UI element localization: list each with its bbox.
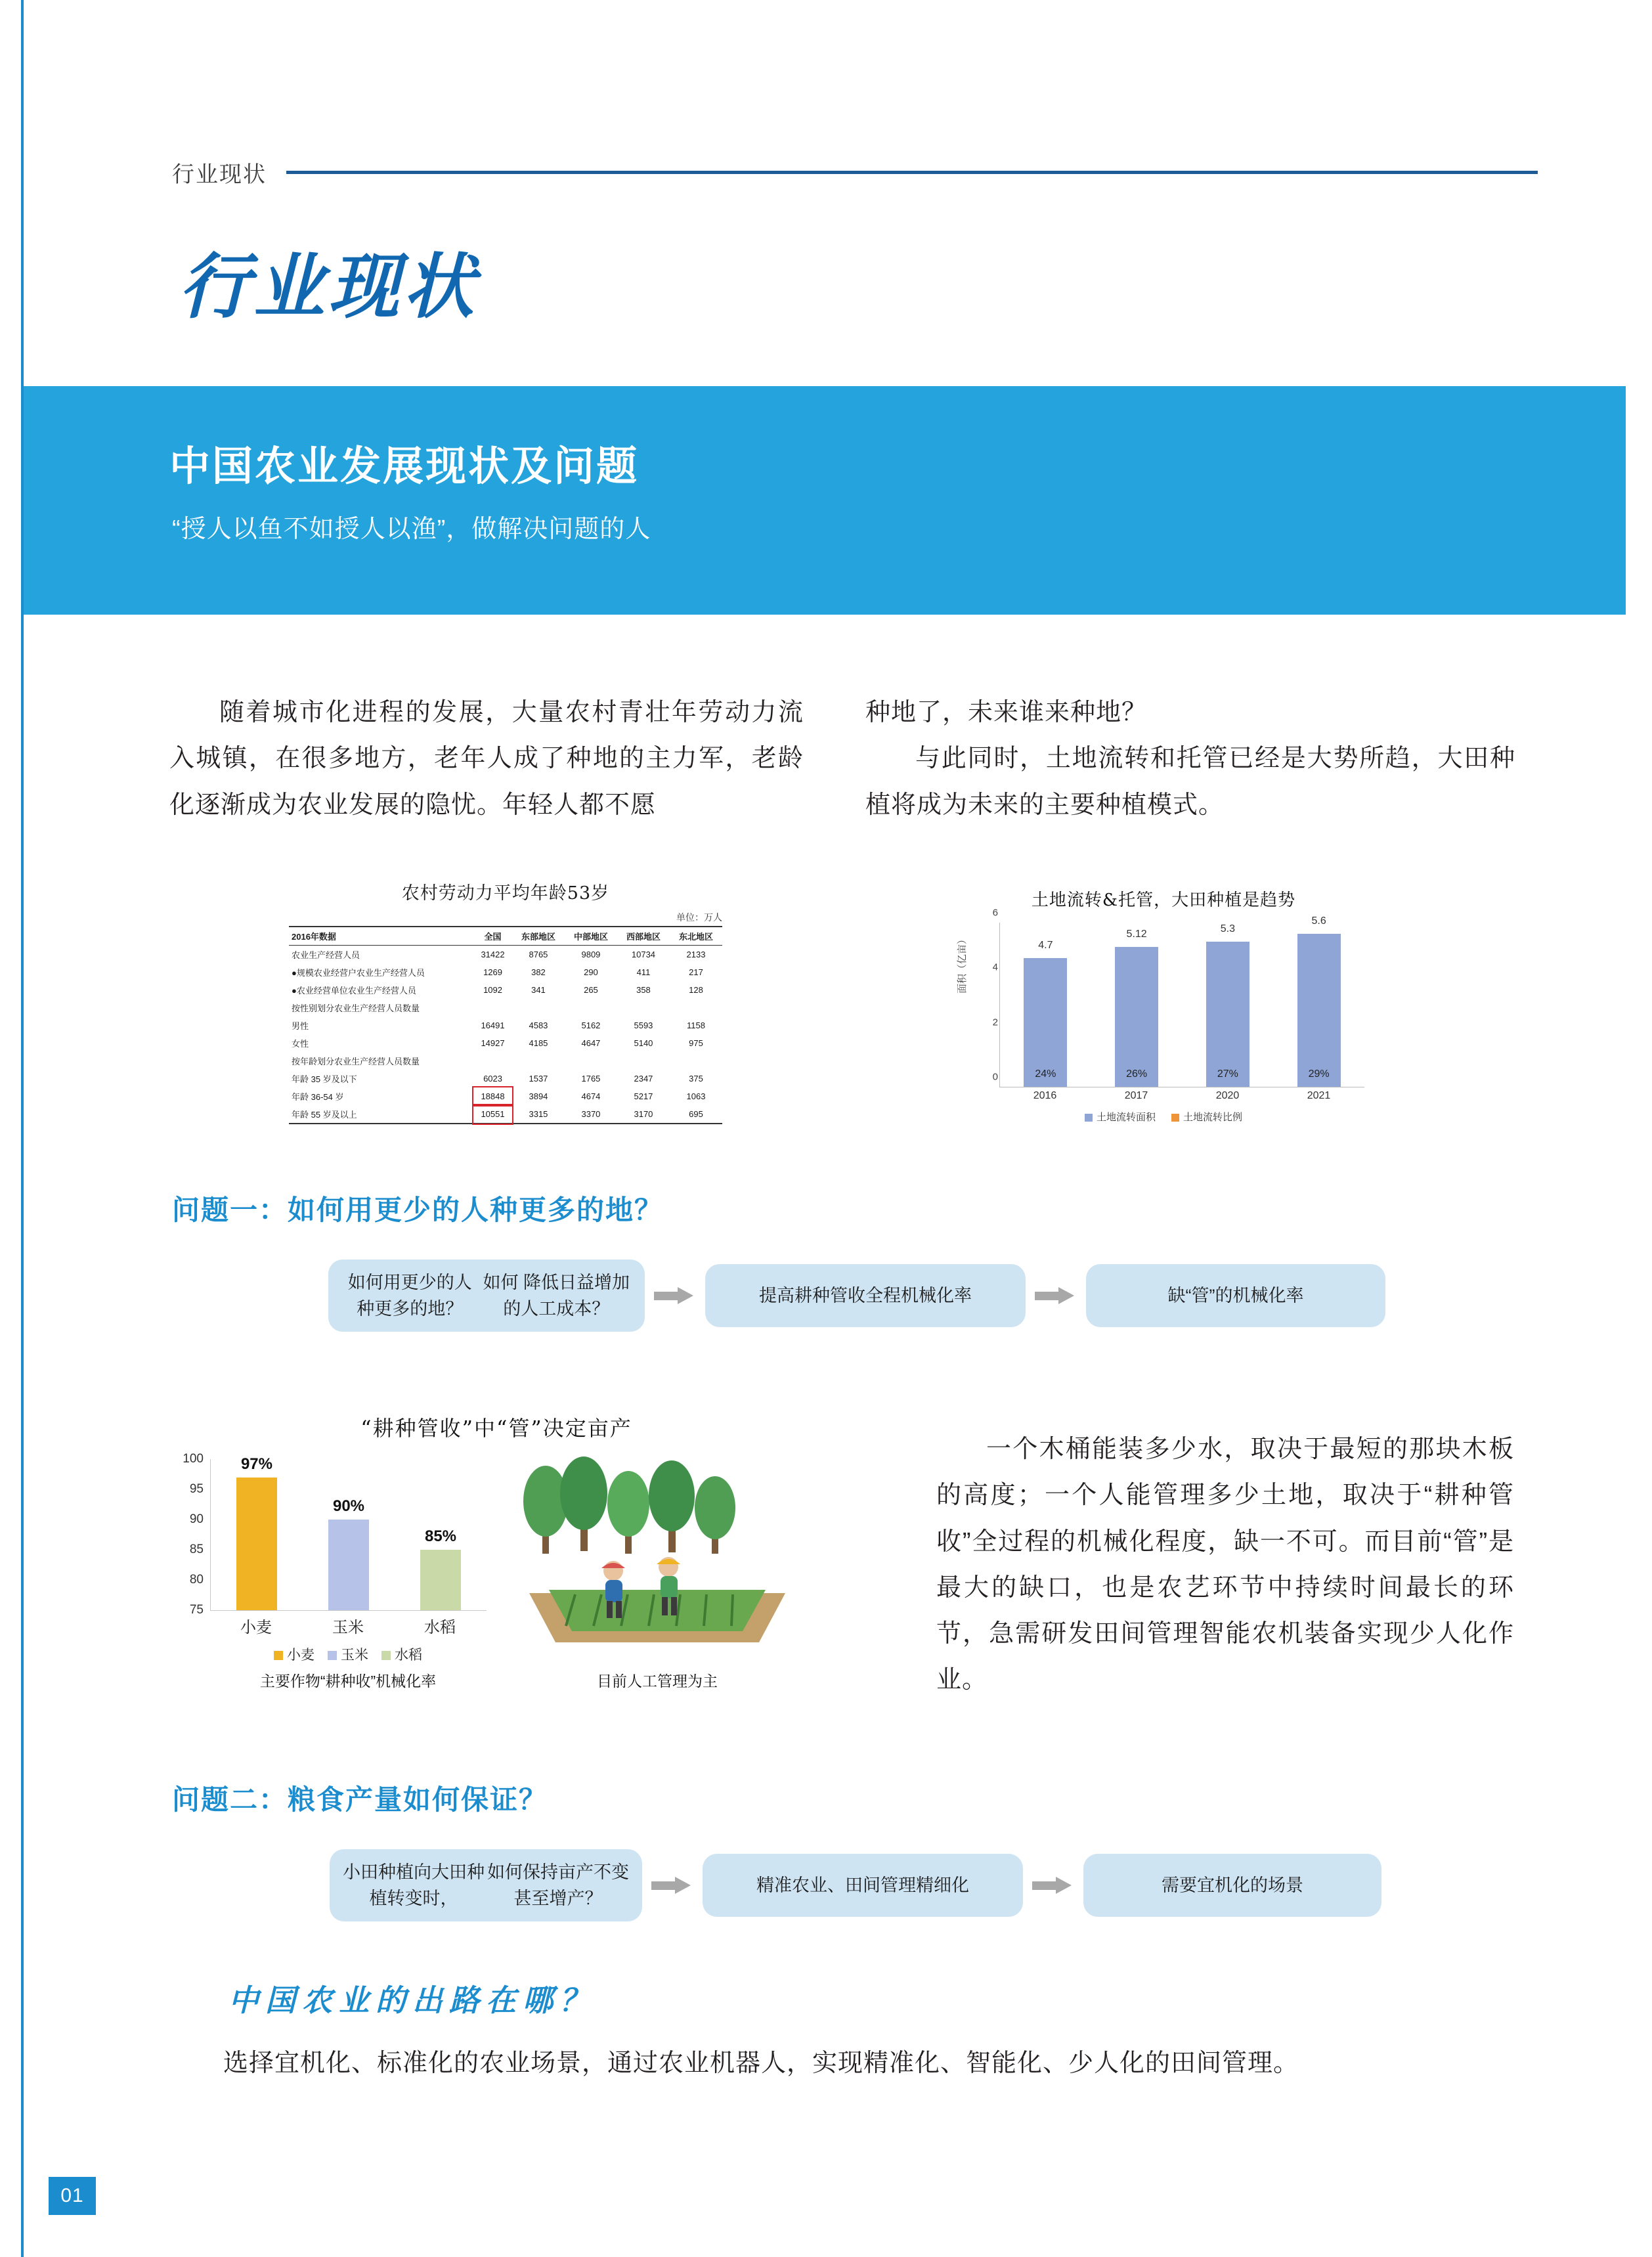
table-cell-value: 10551 [473, 1105, 512, 1124]
table-cell-value: 265 [584, 985, 598, 995]
y-tick-label: 90 [189, 1512, 204, 1526]
flow-step-line: 如何 降低日益增加的人工成本？ [483, 1272, 630, 1319]
page-left-spine [0, 0, 24, 2257]
table-cell-value: 975 [689, 1038, 703, 1048]
table-row [289, 1017, 722, 1034]
table-row [289, 963, 722, 981]
figure-land-transfer-chart [953, 887, 1374, 1149]
table-cell-value: 290 [584, 967, 598, 977]
table-header-cell: 2016年数据 [289, 927, 473, 946]
intro-paragraph-right [865, 690, 1515, 828]
table-cell-value: 6023 [483, 1074, 502, 1084]
bar-value-label: 5.3 [1220, 923, 1235, 935]
y-tick-label: 0 [992, 1071, 998, 1083]
x-tick-label: 水稻 [424, 1619, 456, 1636]
land-chart-legend [953, 1110, 1374, 1124]
x-tick-label: 2017 [1124, 1090, 1148, 1101]
table-cell-value: 128 [689, 985, 703, 995]
land-chart-x-labels [999, 1087, 1364, 1105]
table-cell-value: 1765 [581, 1074, 601, 1084]
arrow-right-icon [1032, 1877, 1074, 1894]
land-chart-y-ticks [981, 907, 998, 1083]
flow-step-line: 小田种植向大田种植转变时， [343, 1862, 485, 1908]
legend-item: 玉米 [328, 1648, 368, 1663]
question-one-flow [328, 1260, 1385, 1332]
bar [1115, 928, 1158, 1087]
table-cell-value: 1063 [686, 1091, 706, 1101]
x-tick-label: 2016 [1033, 1090, 1057, 1101]
table-cell-label: 年龄 55 岁及以上 [289, 1105, 473, 1124]
land-chart-plot [999, 915, 1364, 1087]
table-cell-value: 5162 [581, 1020, 601, 1030]
running-head-label: 行业现状 [172, 162, 267, 187]
table-cell-value: 375 [689, 1074, 703, 1084]
table-cell-value: 217 [689, 967, 703, 977]
table-cell-value: 4583 [529, 1020, 548, 1030]
y-tick-label: 4 [992, 961, 998, 973]
bar [328, 1497, 369, 1610]
table-cell-value: 4674 [581, 1091, 601, 1101]
page-title: 行业现状 [179, 247, 479, 326]
table-cell-label: 按年龄划分农业生产经营人员数量 [292, 1057, 420, 1066]
figure-table-unit: 单位：万人 [676, 912, 722, 923]
table-cell-value [473, 1052, 512, 1070]
question-two-heading: 问题二：粮食产量如何保证？ [172, 1784, 548, 1815]
table-cell-label: ●农业经营单位农业生产经营人员 [292, 986, 416, 996]
y-tick-label: 100 [183, 1452, 204, 1466]
table-cell-value: 382 [531, 967, 546, 977]
flow-step-line: 如何用更少的人种更多的地？ [347, 1272, 472, 1319]
running-head-rule [286, 171, 1538, 174]
table-cell-value: 5140 [634, 1038, 653, 1048]
table-cell-label: 按性别划分农业生产经营人员数量 [292, 1003, 420, 1013]
table-header-row [289, 927, 722, 946]
flow1-step-1 [328, 1260, 645, 1332]
bar-percent-label: 29% [1308, 1068, 1330, 1080]
table-row [289, 946, 722, 964]
flow2-step-2: 精准农业、田间管理精细化 [703, 1854, 1023, 1917]
table-cell-value [512, 999, 565, 1017]
mech-chart-title: “耕种管收”中“管”决定亩产 [360, 1416, 632, 1441]
table-cell-value: 1269 [483, 967, 502, 977]
table-header-cell: 西部地区 [617, 927, 670, 946]
intro-left-text: 随着城市化进程的发展，大量农村青壮年劳动力流入城镇，在很多地方，老年人成了种地的主力军，老龄化逐渐成为农业发展的隐忧。年轻人都不愿 [169, 699, 804, 819]
table-cell-value [565, 1052, 617, 1070]
bar-value-label: 97% [240, 1455, 272, 1473]
land-chart-title: 土地流转&托管，大田种植是趋势 [1031, 890, 1296, 910]
table-cell-value: 8765 [529, 950, 548, 959]
table-row [289, 999, 722, 1017]
table-row [289, 1070, 722, 1087]
table-cell-value [617, 999, 670, 1017]
table-cell-value [617, 1052, 670, 1070]
flow2-step-3: 需要宜机化的场景 [1083, 1854, 1381, 1917]
table-cell-label: 年龄 35 岁及以下 [292, 1074, 357, 1084]
table-cell-label: 女性 [292, 1039, 309, 1049]
closing-text: 选择宜机化、标准化的农业场景，通过农业机器人，实现精准化、智能化、少人化的田间管理。 [223, 2049, 1299, 2077]
closing-title: 中国农业的出路在哪？ [228, 1983, 596, 2018]
banner-subtitle: “授人以鱼不如授人以渔”，做解决问题的人 [172, 515, 651, 543]
bar-value-label: 5.6 [1311, 915, 1326, 927]
intro-paragraph-left [169, 690, 804, 828]
bar-value-label: 5.12 [1126, 928, 1147, 940]
bar [236, 1455, 277, 1610]
land-chart-y-axis-label: 面积（亿亩） [957, 934, 968, 994]
bar [1297, 915, 1341, 1087]
table-cell-value: 16491 [481, 1020, 505, 1030]
table-cell-value: 9809 [581, 950, 601, 959]
mech-chart-x-labels [210, 1614, 486, 1634]
intro-right-text-1: 种地了，未来谁来种地？ [865, 699, 1148, 726]
mech-chart-legend [210, 1644, 486, 1664]
mech-chart-plot [210, 1455, 487, 1611]
arrow-right-icon [1035, 1287, 1077, 1304]
bar-percent-label: 27% [1217, 1068, 1238, 1080]
y-tick-label: 6 [992, 907, 998, 919]
table-cell-value: 358 [636, 985, 651, 995]
table-cell-value: 3170 [617, 1105, 670, 1124]
mech-text-paragraph: 一个木桶能装多少水，取决于最短的那块木板的高度；一个人能管理多少土地，取决于“耕种管收”全过程的机械化程度，缺一不可。而目前“管”是最大的缺口，也是农艺环节中持续时间最长的环节，急需研发田间管理智能农机装备实现少人化作业。 [936, 1435, 1514, 1694]
table-row [289, 1034, 722, 1052]
table-cell-value: 5593 [634, 1020, 653, 1030]
table-cell-value: 341 [531, 985, 546, 995]
bar [1206, 923, 1250, 1087]
table-row [289, 1052, 722, 1070]
table-row [289, 1087, 722, 1105]
bar-percent-label: 26% [1126, 1068, 1148, 1080]
intro-right-text-2: 与此同时，土地流转和托管已经是大势所趋，大田种植将成为未来的主要种植模式。 [865, 745, 1515, 819]
mech-chart-y-ticks [180, 1452, 204, 1617]
mech-chart-caption: 主要作物“耕种收”机械化率 [259, 1673, 437, 1690]
bar [420, 1527, 461, 1610]
arrow-right-icon [654, 1287, 696, 1304]
page-number: 01 [49, 2177, 96, 2215]
table-header-cell: 中部地区 [565, 927, 617, 946]
table-cell-label: ●规模农业经营户农业生产经营人员 [292, 968, 425, 978]
bar-value-label: 90% [332, 1497, 365, 1515]
table-cell-value [565, 999, 617, 1017]
table-cell-value: 3315 [512, 1105, 565, 1124]
y-tick-label: 95 [189, 1482, 204, 1496]
table-cell-label: 农业生产经营人员 [292, 950, 360, 960]
question-two-flow [330, 1849, 1381, 1921]
table-cell-value [512, 1052, 565, 1070]
legend-item: 水稻 [381, 1648, 422, 1663]
flow-step-line: 如何保持亩产不变甚至增产？ [487, 1862, 629, 1908]
field-illustration [503, 1455, 812, 1652]
table-cell-value: 1537 [529, 1074, 548, 1084]
table-cell-value: 2347 [634, 1074, 653, 1084]
table-cell-value [670, 1052, 722, 1070]
table-row [289, 981, 722, 999]
table-header-cell: 全国 [473, 927, 512, 946]
table-cell-value: 695 [670, 1105, 722, 1124]
table-cell-value: 3370 [565, 1105, 617, 1124]
x-tick-label: 2020 [1215, 1090, 1240, 1101]
table-row [289, 1105, 722, 1124]
legend-item: 土地流转面积 [1085, 1112, 1156, 1123]
table-header-cell: 东部地区 [512, 927, 565, 946]
bar-percent-label: 24% [1035, 1068, 1056, 1080]
table-cell-value: 31422 [481, 950, 505, 959]
bar [1024, 940, 1067, 1087]
figure-rural-labor-table [289, 879, 722, 1124]
table-cell-value: 2133 [686, 950, 706, 959]
flow1-step-2: 提高耕种管收全程机械化率 [705, 1264, 1026, 1327]
illustration-caption: 目前人工管理为主 [597, 1673, 718, 1690]
table-cell-value: 5217 [634, 1091, 653, 1101]
table-cell-value: 4185 [529, 1038, 548, 1048]
table-cell-value: 1158 [686, 1020, 705, 1030]
table-cell-value: 411 [636, 967, 651, 977]
flow2-step-1 [330, 1849, 642, 1921]
flow1-step-3: 缺“管”的机械化率 [1086, 1264, 1385, 1327]
table-cell-value: 10734 [631, 950, 656, 959]
bar-value-label: 4.7 [1038, 940, 1053, 952]
y-tick-label: 85 [189, 1543, 204, 1556]
y-tick-label: 80 [189, 1573, 204, 1587]
figure-table-title: 农村劳动力平均年龄53岁 [401, 883, 610, 904]
table-cell-value: 1092 [483, 985, 502, 995]
table-cell-label: 年龄 36-54 岁 [292, 1092, 344, 1102]
table-cell-value [670, 999, 722, 1017]
legend-item: 小麦 [274, 1648, 315, 1663]
legend-item: 土地流转比例 [1171, 1112, 1242, 1123]
table-cell-value [473, 999, 512, 1017]
figure-mechanization-chart [162, 1412, 831, 1690]
y-tick-label: 2 [992, 1017, 998, 1028]
table-cell-value: 3894 [529, 1091, 548, 1101]
stats-table [289, 926, 722, 1124]
table-cell-label: 男性 [292, 1021, 309, 1031]
mechanization-body-text [936, 1426, 1514, 1703]
table-cell-value: 4647 [581, 1038, 601, 1048]
y-tick-label: 75 [189, 1603, 204, 1617]
bar-value-label: 85% [424, 1527, 457, 1545]
table-cell-value: 14927 [481, 1038, 505, 1048]
x-tick-label: 玉米 [332, 1619, 364, 1636]
running-head [172, 156, 1538, 188]
arrow-right-icon [651, 1877, 693, 1894]
x-tick-label: 小麦 [240, 1619, 272, 1636]
question-one-heading: 问题一：如何用更少的人种更多的地？ [172, 1194, 664, 1225]
table-cell-value: 18848 [473, 1087, 512, 1105]
table-header-cell: 东北地区 [670, 927, 722, 946]
x-tick-label: 2021 [1307, 1090, 1331, 1101]
banner-title: 中国农业发展现状及问题 [169, 444, 640, 489]
banner [24, 386, 1626, 615]
